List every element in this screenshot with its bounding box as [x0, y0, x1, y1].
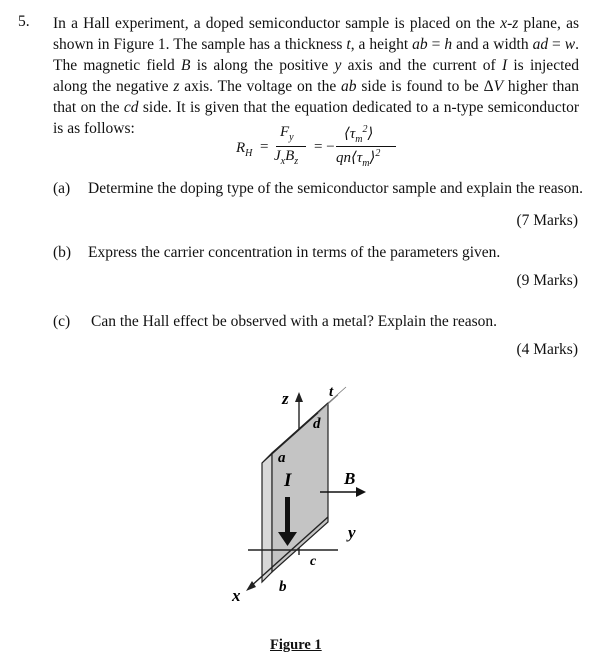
paragraph-symbol: B	[181, 57, 191, 74]
paragraph-symbol: h	[444, 36, 453, 53]
paragraph-text-run: and a width	[452, 36, 533, 53]
corner-a-label: a	[278, 450, 286, 466]
magnetic-field-arrowhead	[356, 487, 366, 497]
part-a-text: Determine the doping type of the semiconductor sample and explain the reason.	[88, 180, 583, 197]
paragraph-symbol: I	[501, 57, 508, 74]
paragraph-text-run: . The magnetic field	[53, 36, 579, 74]
question-number: 5.	[18, 13, 30, 30]
current-arrow-shaft	[285, 497, 290, 533]
corner-b-label: b	[279, 579, 287, 595]
paragraph-symbol: V	[493, 78, 504, 95]
eq-frac1-denominator: $J_xB_z$	[274, 148, 299, 167]
hall-coefficient-equation	[236, 124, 436, 170]
y-axis-label: y	[348, 523, 356, 542]
thickness-label: t	[329, 384, 334, 400]
part-c-text: Can the Hall effect be observed with a metal? Explain the reason.	[91, 313, 498, 330]
paragraph-symbol: ab	[341, 78, 357, 95]
paragraph-text-run: In a Hall experiment, a doped semiconductor sample is placed on the	[53, 15, 501, 32]
paragraph-symbol: t	[346, 36, 351, 53]
paragraph-text-run: higher than that on the	[53, 78, 580, 116]
paragraph-text-run: , a height	[350, 36, 413, 53]
eq-equals-2: = −	[314, 139, 335, 155]
paragraph-symbol: w	[564, 36, 576, 53]
current-label: I	[284, 470, 292, 491]
paragraph-symbol: ad	[532, 36, 549, 53]
corner-c-label: c	[310, 554, 317, 569]
z-axis-arrowhead	[295, 392, 303, 402]
corner-d-label: d	[313, 416, 321, 432]
figure-caption: Figure 1	[270, 637, 322, 653]
paragraph-text-run: is injected along the negative	[53, 57, 580, 95]
eq-frac1-bar	[276, 146, 306, 147]
part-c-marks: (4 Marks)	[516, 341, 578, 358]
x-axis-label: x	[232, 586, 241, 605]
question-paragraph	[53, 13, 579, 139]
eq-frac2-bar	[336, 146, 396, 147]
part-a-marks: (7 Marks)	[516, 212, 578, 229]
paragraph-text-run: axis and the current of	[341, 57, 502, 74]
paragraph-symbol: x-z	[500, 15, 519, 32]
paragraph-symbol: z	[173, 78, 180, 95]
part-c-label: (c)	[53, 313, 71, 330]
part-b-text: Express the carrier concentration in terms of the parameters given.	[88, 244, 501, 261]
paragraph-text-run: side is found to be Δ	[356, 78, 494, 95]
eq-frac1-numerator: $F_y$	[280, 124, 294, 143]
z-axis-label: z	[282, 389, 289, 408]
paragraph-text-run: is along the positive	[190, 57, 335, 74]
paragraph-symbol: y	[334, 57, 342, 74]
paragraph-text-run: plane, as shown in Figure 1. The sample has a thickness	[53, 15, 579, 53]
paragraph-text-run: axis. The voltage on the	[179, 78, 342, 95]
paragraph-text-run: =	[548, 36, 565, 53]
eq-frac2-denominator: $qn⟨\tau_m⟩^2$	[336, 148, 381, 169]
sample-thickness-face	[262, 453, 272, 582]
eq-lhs: $R_H$	[236, 140, 253, 159]
paragraph-text-run: =	[427, 36, 445, 53]
part-b-marks: (9 Marks)	[516, 272, 578, 289]
eq-equals-1: =	[260, 139, 269, 155]
eq-frac2-numerator: $⟨\tau_m^2⟩$	[344, 124, 374, 145]
magnetic-field-label: B	[344, 469, 356, 488]
part-a-label: (a)	[53, 180, 71, 197]
paragraph-symbol: cd	[123, 99, 139, 116]
paragraph-text-run: side. It is given that the equation dedicated to a n-type semiconductor is as follows:	[53, 99, 579, 137]
paragraph-symbol: ab	[412, 36, 428, 53]
figure-1-diagram	[220, 380, 380, 630]
part-b-label: (b)	[53, 244, 72, 261]
